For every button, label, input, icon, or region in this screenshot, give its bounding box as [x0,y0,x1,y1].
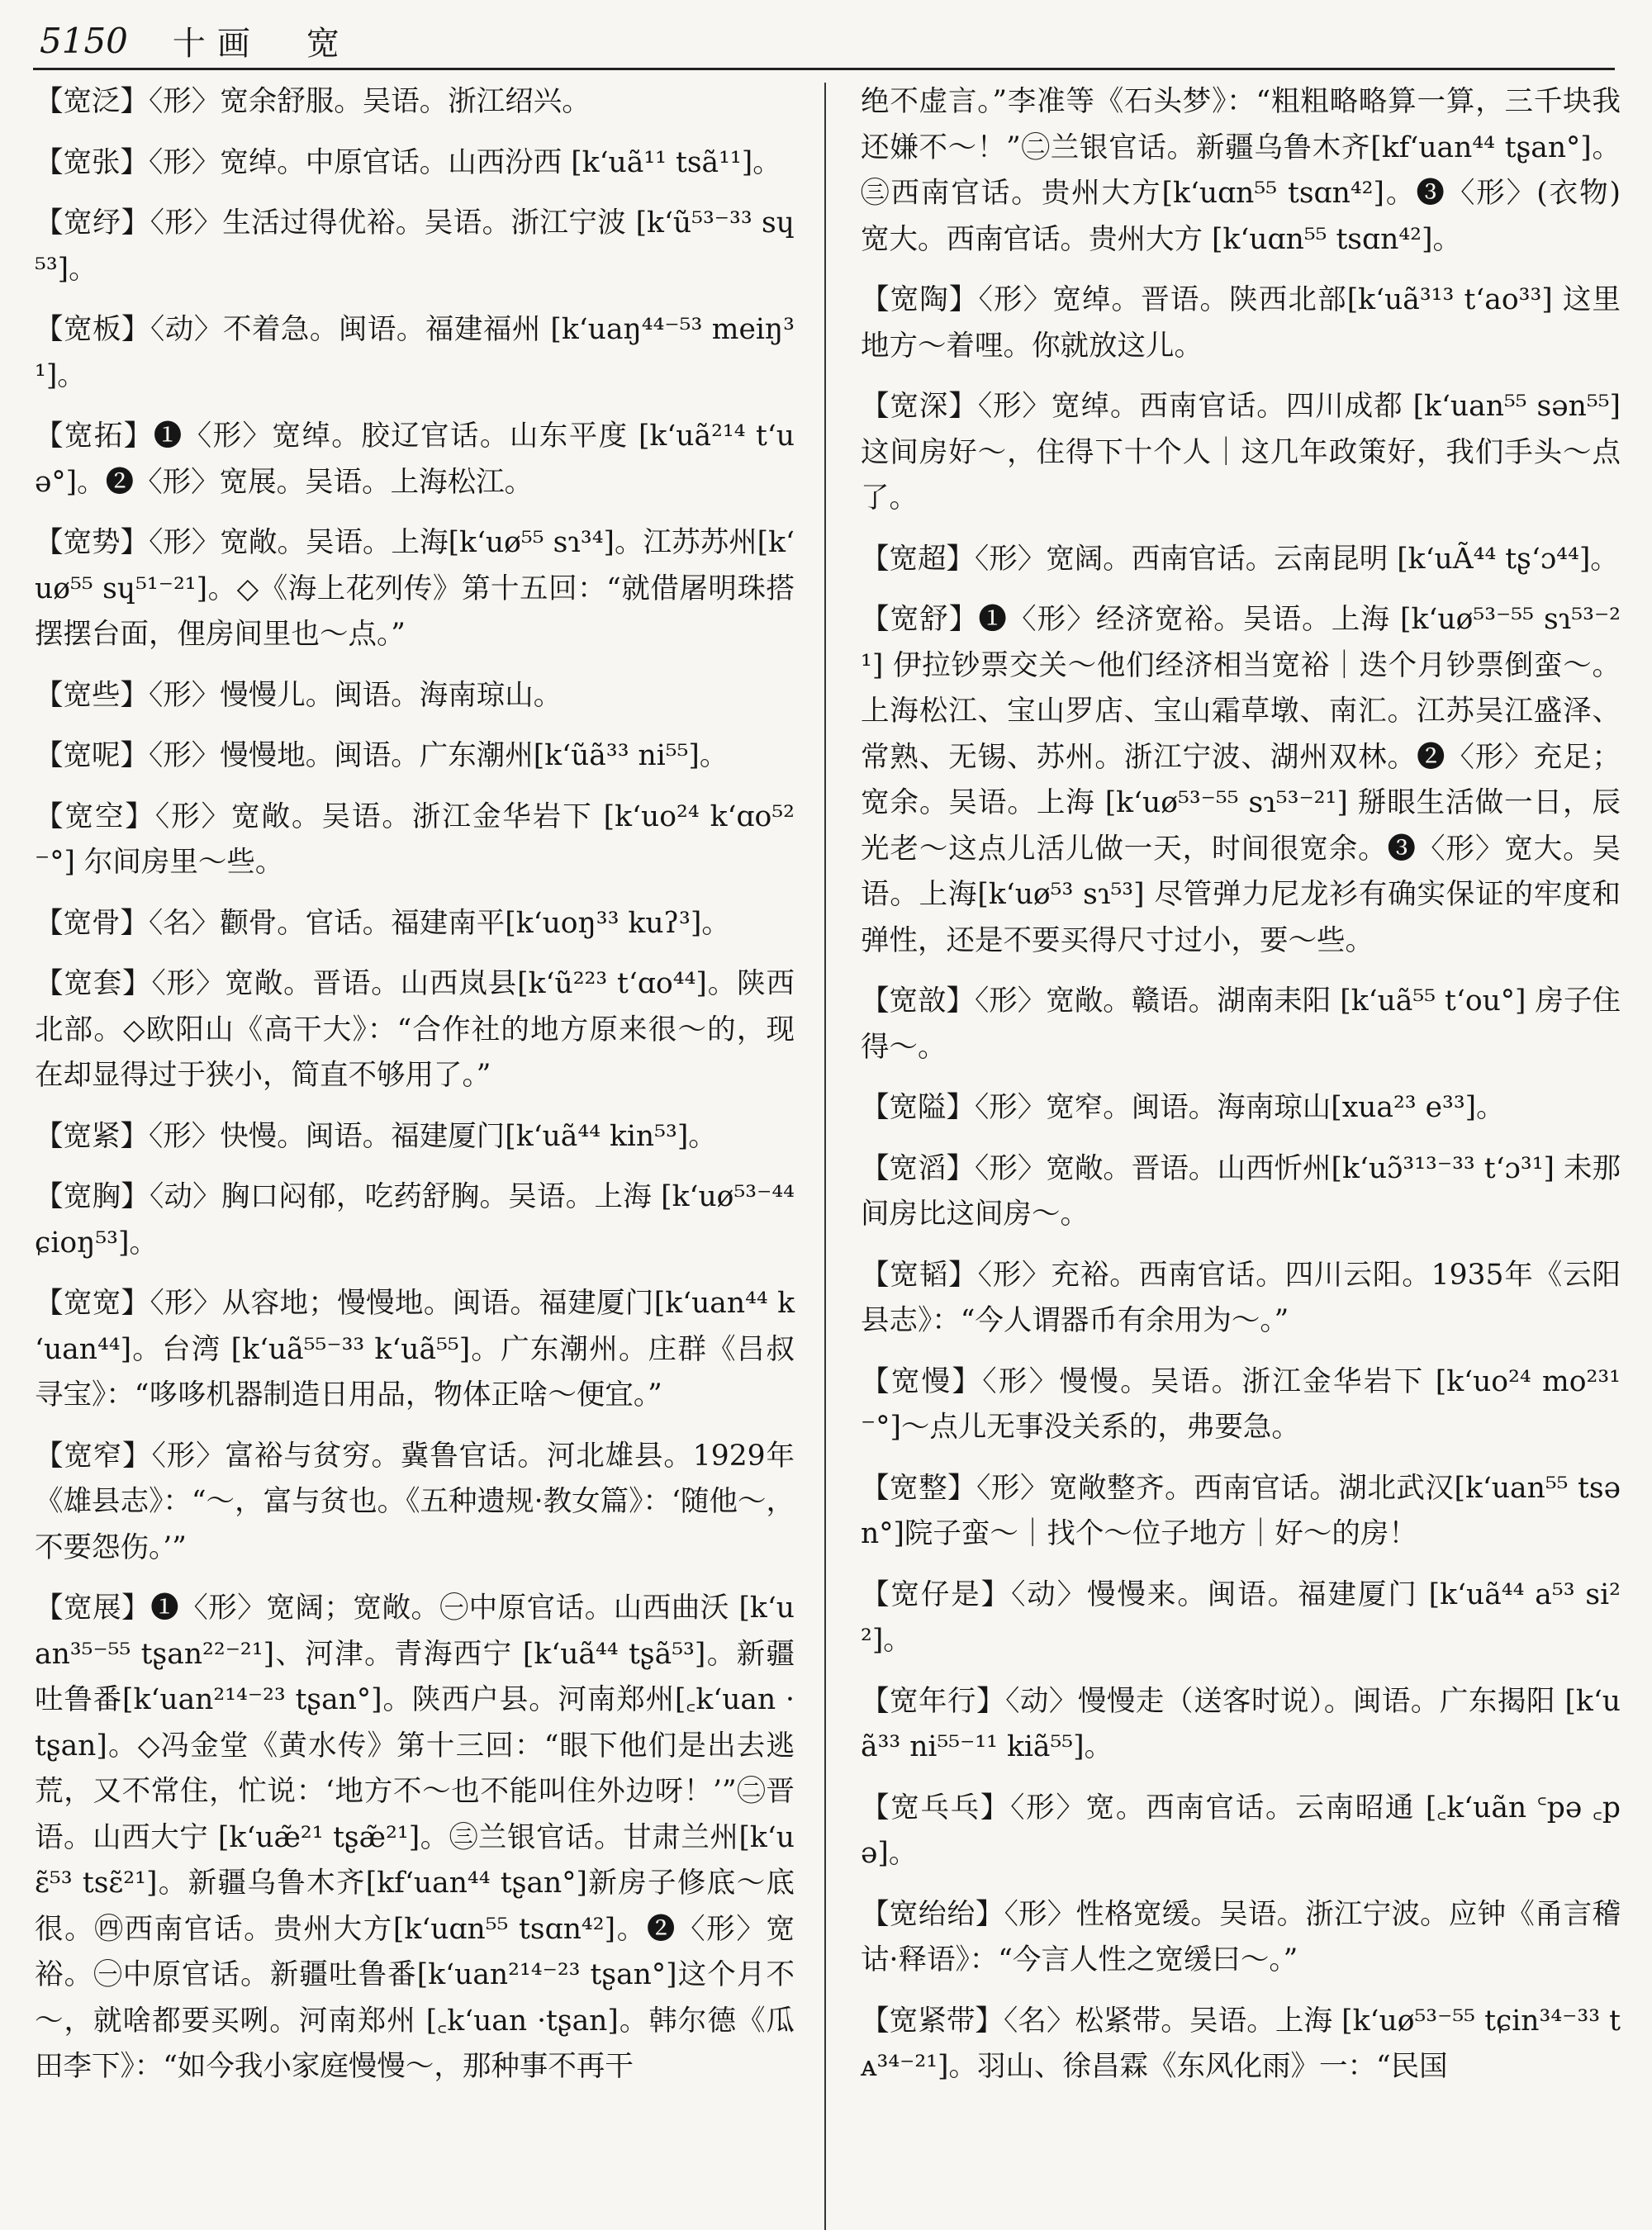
dictionary-entry: 【宽空】〈形〉宽敞。吴语。浙江金华岩下 [kʻuo²⁴ kʻɑo⁵²⁻°] 尔间房里～些。 [35,799,795,879]
column-divider [824,83,826,2230]
dictionary-entry: 【宽紧】〈形〉快慢。闽语。福建厦门[kʻuã⁴⁴ kin⁵³]。 [35,1119,717,1153]
right-column [861,79,1621,2105]
dictionary-entry: 【宽板】〈动〉不着急。闽语。福建福州 [kʻuaŋ⁴⁴⁻⁵³ meiŋ³¹]。 [35,313,795,392]
dictionary-entry: 【宽乓乓】〈形〉宽。西南官话。云南昭通 [꜀kʻuãn ꜂pə ꜀pə]。 [861,1791,1621,1870]
dictionary-entry: 【宽紧带】〈名〉松紧带。吴语。上海 [kʻuø⁵³⁻⁵⁵ tɕin³⁴⁻³³ tᴀ³⁴⁻²¹]。羽山、徐昌霖《东风化雨》一：“民国 [861,2004,1621,2083]
dictionary-entry: 绝不虚言。”李准等《石头梦》：“粗粗略略算一算，三千块我还嫌不～！”㊁兰银官话。新疆乌鲁木齐[kfʻuan⁴⁴ tʂan°]。㊂西南官话。贵州大方[kʻuɑn⁵⁵ tsɑn⁴²]。❸〈形〉(衣物) 宽大。西南官话。贵州大方 [kʻuɑn⁵⁵ tsɑn⁴²]。 [861,85,1621,256]
dictionary-entry: 【宽韬】〈形〉充裕。西南官话。四川云阳。1935年《云阳县志》：“今人谓器币有余用为～。” [861,1258,1621,1337]
dictionary-entry: 【宽展】❶〈形〉宽阔；宽敞。㊀中原官话。山西曲沃 [kʻuan³⁵⁻⁵⁵ tʂan²²⁻²¹]、河津。青海西宁 [kʻuã⁴⁴ tʂã⁵³]。新疆吐鲁番[kʻuan²¹⁴⁻²³ tʂan°]。陕西户县。河南郑州[꜀kʻuan ·tʂan]。◇冯金堂《黄水传》第十三回：“眼下他们是出去逃荒，又不常住，忙说：‘地方不～也不能叫住外边呀！’”㊁晋语。山西大宁 [kʻuæ̃²¹ tʂæ̃²¹]。㊂兰银官话。甘肃兰州[kʻuɛ̃⁵³ tsɛ̃²¹]。新疆乌鲁木齐[kfʻuan⁴⁴ tʂan°]新房子修底～底很。㊃西南官话。贵州大方[kʻuɑn⁵⁵ tsɑn⁴²]。❷〈形〉宽裕。㊀中原官话。新疆吐鲁番[kʻuan²¹⁴⁻²³ tʂan°]这个月不～，就啥都要买咧。河南郑州 [꜀kʻuan ·tʂan]。韩尔德《瓜田李下》：“如今我小家庭慢慢～，那种事不再干 [35,1592,795,2083]
dictionary-entry: 【宽呢】〈形〉慢慢地。闽语。广东潮州[kʻũã³³ ni⁵⁵]。 [35,739,729,772]
dictionary-entry: 【宽张】〈形〉宽绰。中原官话。山西汾西 [kʻuã¹¹ tsã¹¹]。 [35,145,781,179]
dictionary-entry: 【宽整】〈形〉宽敞整齐。西南官话。湖北武汉[kʻuan⁵⁵ tsən°]院子蛮～｜找个～位子地方｜好～的房！ [861,1471,1621,1550]
left-column [35,79,795,2105]
dictionary-entry: 【宽超】〈形〉宽阔。西南官话。云南昆明 [kʻuÃ⁴⁴ tʂʻɔ⁴⁴]。 [861,542,1619,576]
dictionary-entry: 【宽隘】〈形〉宽窄。闽语。海南琼山[xua²³ e³³]。 [861,1091,1505,1124]
dictionary-entry: 【宽泛】〈形〉宽余舒服。吴语。浙江绍兴。 [35,85,591,118]
dictionary-entry: 【宽深】〈形〉宽绰。西南官话。四川成都 [kʻuan⁵⁵ sən⁵⁵]这间房好～，住得下十个人｜这几年政策好，我们手头～点了。 [861,390,1621,515]
dictionary-entry: 【宽骨】〈名〉颧骨。官话。福建南平[kʻuoŋ³³ kuʔ³]。 [35,906,730,940]
dictionary-entry: 【宽陶】〈形〉宽绰。晋语。陕西北部[kʻuã³¹³ tʻao³³] 这里地方～着哩。你就放这儿。 [861,283,1621,363]
dictionary-entry: 【宽些】〈形〉慢慢儿。闽语。海南琼山。 [35,678,563,712]
dictionary-entry: 【宽慢】〈形〉慢慢。吴语。浙江金华岩下 [kʻuo²⁴ mo²³¹⁻°]～点儿无事没关系的，弗要急。 [861,1364,1621,1444]
dictionary-entry: 【宽滔】〈形〉宽敞。晋语。山西忻州[kʻuɔ̃³¹³⁻³³ tʻɔ³¹] 未那间房比这间房～。 [861,1151,1621,1231]
dictionary-entry: 【宽套】〈形〉宽敞。晋语。山西岚县[kʻũ²²³ tʻɑo⁴⁴]。陕西北部。◇欧阳山《高干大》：“合作社的地方原来很～的，现在却显得过于狭小，简直不够用了。” [35,967,795,1092]
dictionary-entry: 【宽胸】〈动〉胸口闷郁，吃药舒胸。吴语。上海 [kʻuø⁵³⁻⁴⁴ ɕioŋ⁵³]。 [35,1180,795,1260]
dictionary-entry: 【宽绐绐】〈形〉性格宽缓。吴语。浙江宁波。应钟《甬言稽诂·释语》：“今言人性之宽缓曰～。” [861,1897,1621,1976]
dictionary-entry: 【宽窄】〈形〉富裕与贫穷。冀鲁官话。河北雄县。1929年《雄县志》：“～，富与贫也。《五种遗规·教女篇》：‘随他～，不要怨伤。’” [35,1439,795,1564]
page-number: 5150 [40,20,128,61]
dictionary-entry: 【宽仔是】〈动〉慢慢来。闽语。福建厦门 [kʻuã⁴⁴ a⁵³ si²²]。 [861,1578,1621,1657]
dictionary-entry: 【宽纾】〈形〉生活过得优裕。吴语。浙江宁波 [kʻũ⁵³⁻³³ sɥ⁵³]。 [35,206,795,286]
running-title: 十画 宽 [172,24,351,63]
header-rule [33,68,1615,70]
dictionary-entry: 【宽年行】〈动〉慢慢走（送客时说）。闽语。广东揭阳 [kʻuã³³ ni⁵⁵⁻¹¹ kiã⁵⁵]。 [861,1684,1621,1763]
dictionary-entry: 【宽势】〈形〉宽敞。吴语。上海[kʻuø⁵⁵ sɿ³⁴]。江苏苏州[kʻuø⁵⁵ sɥ⁵¹⁻²¹]。◇《海上花列传》第十五回：“就借屠明珠搭摆摆台面，俚房间里也～点。” [35,526,795,651]
dictionary-entry: 【宽拓】❶〈形〉宽绰。胶辽官话。山东平度 [kʻuã²¹⁴ tʻuə°]。❷〈形〉宽展。吴语。上海松江。 [35,420,795,499]
dictionary-entry: 【宽舒】❶〈形〉经济宽裕。吴语。上海 [kʻuø⁵³⁻⁵⁵ sɿ⁵³⁻²¹] 伊拉钞票交关～他们经济相当宽裕｜迭个月钞票倒蛮～。上海松江、宝山罗店、宝山霜草墩、南汇。江苏吴江盛泽、常熟、无锡、苏州。浙江宁波、湖州双林。❷〈形〉充足；宽余。吴语。上海 [kʻuø⁵³⁻⁵⁵ sɿ⁵³⁻²¹] 掰眼生活做一日，辰光老～这点儿活儿做一天，时间很宽余。❸〈形〉宽大。吴语。上海[kʻuø⁵³ sɿ⁵³] 尽管弹力尼龙衫有确实保证的牢度和弹性，还是不要买得尺寸过小，要～些。 [861,603,1621,957]
dictionary-entry: 【宽敨】〈形〉宽敞。赣语。湖南耒阳 [kʻuã⁵⁵ tʻou°] 房子住得～。 [861,985,1621,1064]
page-header [40,15,351,66]
dictionary-entry: 【宽宽】〈形〉从容地；慢慢地。闽语。福建厦门[kʻuan⁴⁴ kʻuan⁴⁴]。台湾 [kʻuã⁵⁵⁻³³ kʻuã⁵⁵]。广东潮州。庄群《吕叔寻宝》：“哆哆机器制造日用品，物体正啥～便宜。” [35,1287,795,1412]
